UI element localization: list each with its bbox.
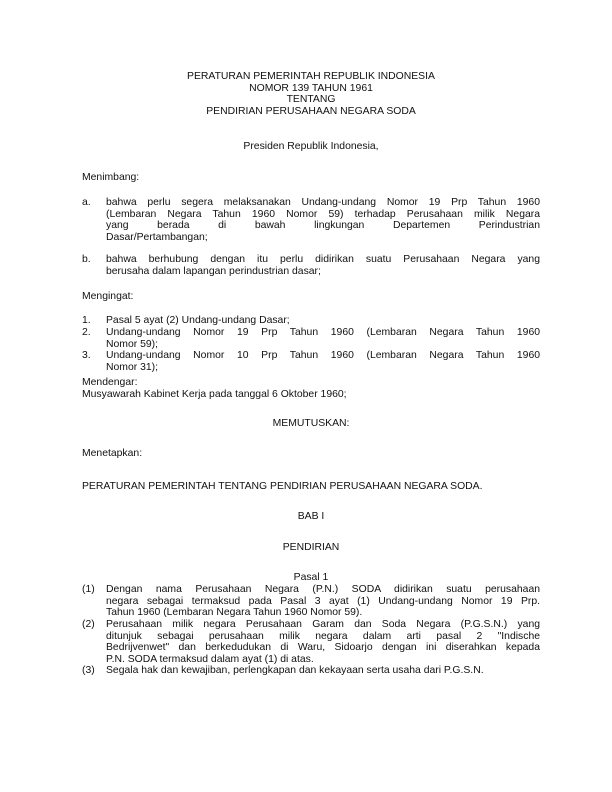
menimbang-heading: Menimbang: bbox=[82, 172, 140, 183]
item-marker: 3. bbox=[82, 350, 91, 361]
item-marker: b. bbox=[82, 254, 91, 265]
president-line: Presiden Republik Indonesia, bbox=[243, 141, 379, 152]
item-marker: 2. bbox=[82, 327, 91, 338]
item-line: bahwa perlu segera melaksanakan Undang-undang Nomor 19 Prp Tahun 1960 bbox=[106, 197, 540, 208]
item-line: yang berada di bawah lingkungan Departemen Perindustrian bbox=[106, 220, 540, 232]
item-line: P.N. SODA termaksud dalam ayat (1) di atas. bbox=[106, 653, 314, 665]
menimbang-item-b bbox=[82, 254, 540, 277]
title-line: NOMOR 139 TAHUN 1961 bbox=[249, 82, 373, 94]
title-line: PENDIRIAN PERUSAHAAN NEGARA SODA bbox=[206, 105, 416, 117]
item-line: ditunjuk sebagai perusahaan milik negara dalam arti pasal 2 "Indische bbox=[106, 630, 540, 642]
mengingat-heading: Mengingat: bbox=[82, 291, 134, 302]
menetapkan-text: PERATURAN PEMERINTAH TENTANG PENDIRIAN PERUSAHAAN NEGARA SODA. bbox=[82, 481, 483, 492]
item-line: Dasar/Pertambangan; bbox=[106, 231, 208, 243]
title-line: PERATURAN PEMERINTAH REPUBLIK INDONESIA bbox=[187, 71, 435, 82]
mengingat-item-1 bbox=[82, 315, 540, 327]
item-line: (Lembaran Negara Tahun 1960 Nomor 59) terhadap Perusahaan milik Negara bbox=[106, 208, 540, 220]
pasal-item-3 bbox=[82, 665, 540, 677]
mendengar-heading: Mendengar: bbox=[82, 377, 138, 388]
item-marker: (3) bbox=[82, 665, 95, 676]
item-marker: a. bbox=[82, 197, 91, 208]
item-line: Dengan nama Perusahaan Negara (P.N.) SODA didirikan suatu perusahaan bbox=[106, 584, 540, 595]
item-line: Tahun 1960 (Lembaran Negara Tahun 1960 Nomor 59). bbox=[106, 607, 363, 619]
mengingat-item-2 bbox=[82, 327, 540, 350]
document-title bbox=[82, 71, 540, 117]
item-line: Segala hak dan kewajiban, perlengkapan dan kekayaan serta usaha dari P.G.S.N. bbox=[106, 665, 484, 676]
menetapkan-heading: Menetapkan: bbox=[82, 448, 143, 459]
item-line: Perusahaan milik negara Perusahaan Garam dan Soda Negara (P.G.S.N.) yang bbox=[106, 619, 540, 630]
mengingat-item-3 bbox=[82, 350, 540, 373]
title-line: TENTANG bbox=[286, 94, 336, 106]
mendengar-text: Musyawarah Kabinet Kerja pada tanggal 6 Oktober 1960; bbox=[82, 389, 347, 400]
pasal-item-2 bbox=[82, 619, 540, 665]
bab-title: PENDIRIAN bbox=[282, 542, 340, 553]
item-marker: (2) bbox=[82, 619, 95, 630]
item-line: Nomor 31); bbox=[106, 361, 158, 373]
item-marker: (1) bbox=[82, 584, 95, 595]
item-line: Nomor 59); bbox=[106, 338, 158, 350]
item-line: berusaha dalam lapangan perindustrian dasar; bbox=[106, 265, 321, 277]
pasal-item-1 bbox=[82, 584, 540, 619]
menimbang-item-a bbox=[82, 197, 540, 243]
pasal-title: Pasal 1 bbox=[293, 572, 329, 583]
item-line: Pasal 5 ayat (2) Undang-undang Dasar; bbox=[106, 315, 290, 326]
bab-heading: BAB I bbox=[297, 511, 325, 522]
item-line: Undang-undang Nomor 10 Prp Tahun 1960 (Lembaran Negara Tahun 1960 bbox=[106, 350, 540, 361]
item-line: bahwa berhubung dengan itu perlu didirikan suatu Perusahaan Negara yang bbox=[106, 254, 540, 265]
memutuskan-heading: MEMUTUSKAN: bbox=[272, 418, 350, 429]
item-line: negara sebagai termaksud pada Pasal 3 ayat (1) Undang-undang Nomor 19 Prp. bbox=[106, 595, 540, 607]
item-marker: 1. bbox=[82, 315, 91, 326]
item-line: Undang-undang Nomor 19 Prp Tahun 1960 (Lembaran Negara Tahun 1960 bbox=[106, 327, 540, 338]
item-line: Bedrijvenwet" dan berkedudukan di Waru, Sidoarjo dengan ini diserahkan kepada bbox=[106, 642, 540, 654]
